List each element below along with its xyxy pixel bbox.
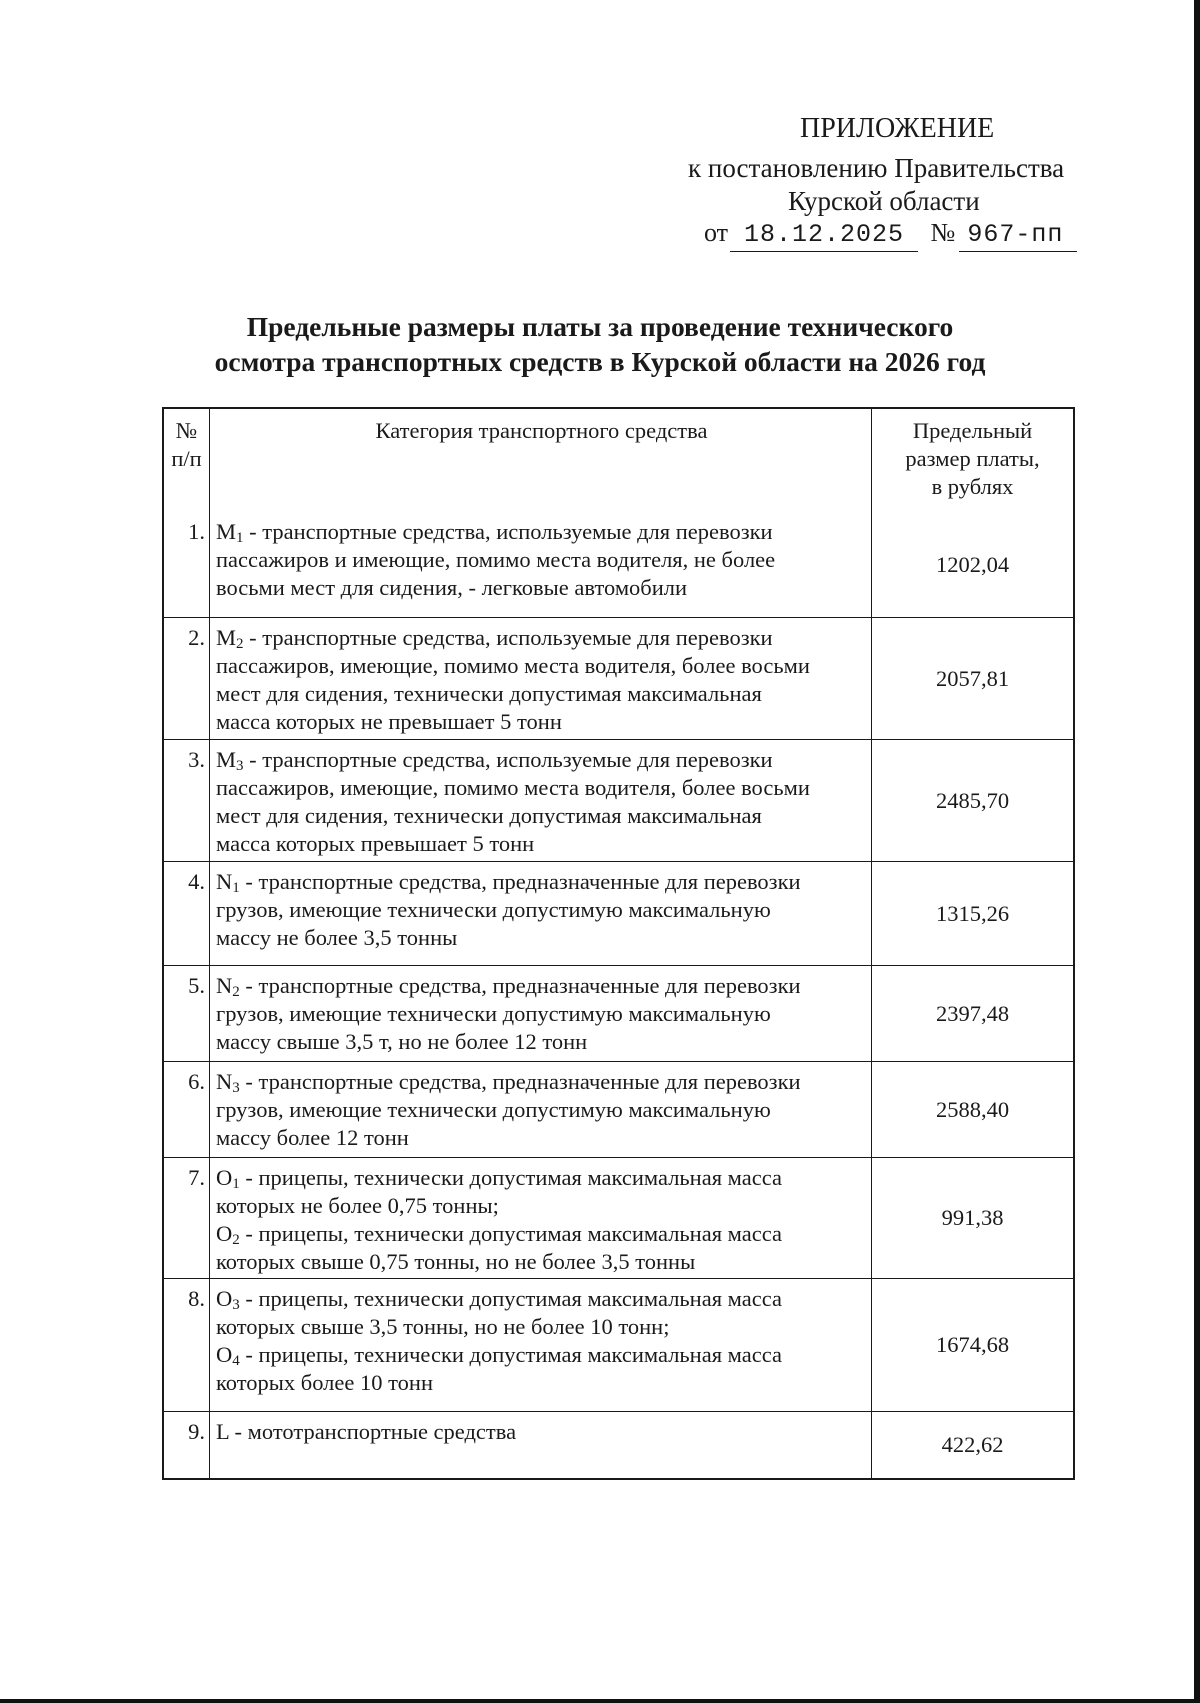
row-price: 1674,68 <box>935 1332 1010 1357</box>
row-price: 2588,40 <box>935 1096 1010 1122</box>
category-line: масса которых превышает 5 тонн <box>216 831 535 856</box>
category-line: $M_1$ - транспортные средства, используемые для перевозки <box>216 519 773 546</box>
category-line: мест для сидения, технически допустимая максимальная <box>216 681 762 706</box>
appendix-line-1: к постановлению Правительства <box>688 153 1065 183</box>
resolution-date: 18.12.2025 <box>730 218 918 252</box>
appendix-line-2: Курской области <box>788 186 980 216</box>
category-line: $N_1$ - транспортные средства, предназначенные для перевозки <box>216 869 801 896</box>
header-num-line-1: № <box>175 418 198 443</box>
row-category <box>210 966 872 1061</box>
row-category <box>210 512 872 617</box>
header-price-line-2: размер платы, <box>905 446 1040 471</box>
table-header-row <box>164 409 1073 512</box>
row-number: 8. <box>164 1279 210 1411</box>
category-line: $O_2$ - прицепы, технически допустимая максимальная масса <box>216 1221 782 1248</box>
category-line: $N_2$ - транспортные средства, предназначенные для перевозки <box>216 973 801 1000</box>
document-title <box>150 309 1050 379</box>
category-line: $M_2$ - транспортные средства, используемые для перевозки <box>216 625 773 652</box>
category-line: грузов, имеющие технически допустимую максимальную <box>216 1001 771 1026</box>
category-line: массу свыше 3,5 т, но не более 12 тонн <box>216 1029 588 1054</box>
table-row <box>164 1157 1073 1278</box>
category-line: L - мототранспортные средства <box>216 1419 517 1444</box>
category-line: мест для сидения, технически допустимая максимальная <box>216 803 762 828</box>
table-row <box>164 512 1073 617</box>
row-price: 1202,04 <box>935 551 1010 577</box>
row-number: 4. <box>164 862 210 965</box>
fee-table <box>162 407 1075 1480</box>
category-line: $O_3$ - прицепы, технически допустимая максимальная масса <box>216 1286 782 1313</box>
row-price: 2057,81 <box>935 665 1010 691</box>
table-row <box>164 861 1073 965</box>
table-row <box>164 1278 1073 1411</box>
category-line: которых более 10 тонн <box>216 1370 433 1395</box>
table-row <box>164 617 1073 739</box>
category-line: $O_4$ - прицепы, технически допустимая максимальная масса <box>216 1342 782 1369</box>
row-category <box>210 740 872 861</box>
row-category <box>210 1412 872 1478</box>
scan-edge-right <box>1194 0 1200 1703</box>
category-line: которых не более 0,75 тонны; <box>216 1193 499 1218</box>
document-title-line-2: осмотра транспортных средств в Курской области на 2026 год <box>214 346 986 377</box>
row-category <box>210 618 872 739</box>
category-line: грузов, имеющие технически допустимую максимальную <box>216 1097 771 1122</box>
table-row <box>164 1061 1073 1157</box>
category-line: $N_3$ - транспортные средства, предназначенные для перевозки <box>216 1069 801 1096</box>
table-row <box>164 739 1073 861</box>
row-number: 5. <box>164 966 210 1061</box>
category-line: пассажиров и имеющие, помимо места водителя, не более <box>216 547 776 572</box>
table-body <box>164 512 1073 1478</box>
header-num <box>164 409 210 512</box>
row-price: 2397,48 <box>935 1000 1010 1026</box>
row-number: 6. <box>164 1062 210 1157</box>
row-number: 3. <box>164 740 210 861</box>
row-category <box>210 862 872 965</box>
row-number: 7. <box>164 1158 210 1278</box>
header-price-line-3: в рублях <box>931 474 1014 499</box>
date-prefix: от <box>704 218 729 247</box>
row-number: 1. <box>164 512 210 617</box>
appendix-date-row <box>704 216 1077 252</box>
row-category <box>210 1062 872 1157</box>
header-category: Категория транспортного средства <box>210 409 872 512</box>
category-line: пассажиров, имеющие, помимо места водителя, более восьми <box>216 653 810 678</box>
row-category <box>210 1279 872 1411</box>
header-num-line-2: п/п <box>171 446 202 471</box>
row-number: 9. <box>164 1412 210 1478</box>
category-line: которых свыше 3,5 тонны, но не более 10 тонн; <box>216 1314 670 1339</box>
header-price-line-1: Предельный <box>912 418 1033 443</box>
category-line: масса которых не превышает 5 тонн <box>216 709 562 734</box>
category-line: $O_1$ - прицепы, технически допустимая максимальная масса <box>216 1165 782 1192</box>
appendix-title: ПРИЛОЖЕНИЕ <box>800 113 995 144</box>
row-price: 2485,70 <box>935 787 1010 813</box>
document-title-line-1: Предельные размеры платы за проведение технического <box>246 311 954 342</box>
row-price: 1315,26 <box>935 900 1010 926</box>
category-line: массу более 12 тонн <box>216 1125 409 1150</box>
table-row <box>164 965 1073 1061</box>
category-line: которых свыше 0,75 тонны, но не более 3,5 тонны <box>216 1249 696 1274</box>
category-line: пассажиров, имеющие, помимо места водителя, более восьми <box>216 775 810 800</box>
category-line: массу не более 3,5 тонны <box>216 925 458 950</box>
row-number: 2. <box>164 618 210 739</box>
row-price: 991,38 <box>941 1205 1004 1230</box>
row-category <box>210 1158 872 1278</box>
header-price <box>872 409 1073 512</box>
table-row <box>164 1411 1073 1478</box>
category-line: грузов, имеющие технически допустимую максимальную <box>216 897 771 922</box>
row-price: 422,62 <box>941 1432 1004 1457</box>
scan-edge-bottom <box>0 1699 1200 1703</box>
number-prefix: № <box>930 218 956 247</box>
category-line: восьми мест для сидения, - легковые автомобили <box>216 575 688 600</box>
resolution-number: 967-пп <box>959 218 1077 252</box>
category-line: $M_3$ - транспортные средства, используемые для перевозки <box>216 747 773 774</box>
